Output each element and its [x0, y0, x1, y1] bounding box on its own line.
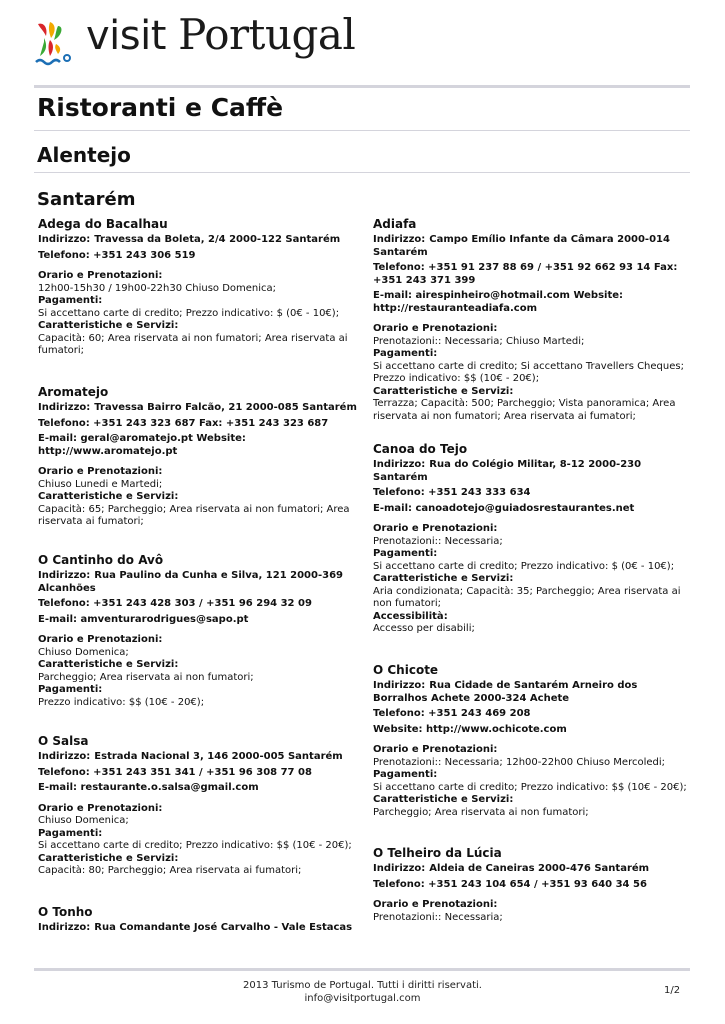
- restaurant-name: Aromatejo: [38, 385, 109, 399]
- logo-visit-text: visit: [86, 13, 166, 59]
- section-value: Si accettano carte di credito; Prezzo indicativo: $$ (10€ - 20€);: [373, 781, 687, 793]
- spacer: [38, 458, 358, 466]
- section-label: Pagamenti:: [373, 548, 438, 559]
- section-label-text: Orario e Prenotazioni: [373, 744, 494, 755]
- section-label: Pagamenti:: [38, 295, 103, 306]
- section-label: Orario e Prenotazioni:: [373, 744, 498, 755]
- restaurant-name: O Chicote: [373, 663, 439, 677]
- section-label-text: Caratteristiche e Servizi: [373, 385, 510, 397]
- section-label: Pagamenti:: [373, 348, 438, 359]
- address-value: Travessa da Boleta, 2/4 2000-122 Santarém: [94, 234, 341, 245]
- section-label-text: Caratteristiche e Servizi: [38, 320, 175, 331]
- section-value: Si accettano carte di credito; Prezzo indicativo: $ (0€ - 10€);: [38, 307, 340, 319]
- section-value: Chiuso Lunedi e Martedi;: [38, 478, 163, 490]
- section-label-text: Caratteristiche e Servizi: [373, 573, 510, 584]
- address-label: Indirizzo:: [38, 570, 91, 581]
- section-label: Accessibilità:: [373, 610, 448, 622]
- contact-line: E-mail: canoadotejo@guiadosrestaurantes.net: [373, 502, 635, 514]
- address-label: Indirizzo:: [373, 234, 426, 245]
- contact-line: Telefono: +351 243 306 519: [38, 249, 196, 261]
- restaurant-entry: [38, 905, 358, 935]
- restaurant-entry: [373, 442, 693, 636]
- section-label: Caratteristiche e Servizi:: [38, 659, 179, 670]
- address-value: Rua Comandante José Carvalho - Vale Estacas: [94, 922, 353, 933]
- footer-email: info@visitportugal.com: [304, 993, 421, 1004]
- restaurant-name: Canoa do Tejo: [373, 442, 468, 456]
- section-label: Caratteristiche e Servizi:: [373, 794, 514, 805]
- section-value: Prenotazioni:: Necessaria;: [373, 535, 503, 547]
- section-label: Pagamenti:: [373, 769, 438, 780]
- page-number: 1/2: [664, 985, 681, 996]
- footer: [0, 979, 725, 1005]
- restaurant-name: O Tonho: [38, 905, 93, 919]
- section-label-text: Caratteristiche e Servizi: [38, 852, 175, 864]
- section-label-text: Pagamenti: [373, 769, 434, 780]
- section-value: Capacità: 65; Parcheggio; Area riservata ai non fumatori; Area riservata ai fumatori;: [38, 503, 350, 527]
- contact-line: E-mail: restaurante.o.salsa@gmail.com: [38, 782, 259, 793]
- address-value: Rua Cidade de Santarém Arneiro dos Borralhos Achete 2000-324 Achete: [373, 680, 638, 704]
- contact-line: Telefono: +351 243 104 654 / +351 93 640 34 56: [373, 878, 647, 890]
- address-label: Indirizzo:: [38, 751, 91, 762]
- address-label: Indirizzo:: [38, 234, 91, 245]
- address-value: Campo Emílio Infante da Câmara 2000-014 Santarém: [373, 234, 670, 258]
- address-value: Rua Paulino da Cunha e Silva, 121 2000-369 Alcanhões: [38, 570, 343, 594]
- section-label-text: Orario e Prenotazioni: [38, 634, 159, 645]
- section-label: Orario e Prenotazioni:: [373, 323, 498, 334]
- visitportugal-logo: [34, 10, 356, 74]
- section-label-text: Orario e Prenotazioni: [373, 523, 494, 534]
- restaurant-entry: [38, 734, 358, 878]
- section-value: Si accettano carte di credito; Si accettano Travellers Cheques; Prezzo indicativo: $$ (10€ - 20€);: [373, 360, 684, 384]
- section-label-text: Caratteristiche e Servizi: [38, 659, 175, 670]
- section-value: Prenotazioni:: Necessaria; 12h00-22h00 Chiuso Mercoledi;: [373, 756, 665, 768]
- section-label-text: Caratteristiche e Servizi: [38, 491, 175, 502]
- restaurant-entry: [38, 217, 358, 358]
- section-value: Chiuso Domenica;: [38, 646, 129, 658]
- header-rule: [34, 85, 690, 88]
- section-label: Orario e Prenotazioni:: [38, 634, 163, 645]
- restaurant-entry: [38, 385, 358, 529]
- section-label-text: Orario e Prenotazioni: [38, 270, 159, 281]
- section-label-text: Pagamenti: [38, 295, 99, 306]
- spacer: [373, 315, 693, 323]
- contact-line: E-mail: geral@aromatejo.pt Website: http://www.aromatejo.pt: [38, 433, 246, 457]
- section-label-text: Pagamenti: [38, 827, 99, 839]
- address-line: [38, 402, 358, 415]
- contact-line: Telefono: +351 243 469 208: [373, 708, 531, 719]
- address-label: Indirizzo:: [373, 680, 426, 691]
- restaurant-name: Adiafa: [373, 217, 417, 231]
- spacer: [38, 795, 358, 803]
- contact-line: Website: http://www.ochicote.com: [373, 723, 567, 735]
- section-value: Chiuso Domenica;: [38, 815, 129, 826]
- section-label-text: Orario e Prenotazioni: [373, 899, 494, 910]
- region-heading: Alentejo: [37, 143, 131, 167]
- address-label: Indirizzo:: [38, 402, 91, 413]
- logo-portugal-text: Portugal: [178, 10, 356, 59]
- section-label: Caratteristiche e Servizi:: [38, 491, 179, 502]
- contact-line: Telefono: +351 243 351 341 / +351 96 308 77 08: [38, 766, 312, 778]
- title-rule: [34, 130, 690, 131]
- restaurant-entry: [38, 553, 358, 709]
- address-line: [373, 863, 693, 876]
- address-value: Estrada Nacional 3, 146 2000-005 Santarém: [94, 751, 343, 762]
- section-label: Orario e Prenotazioni:: [38, 466, 163, 477]
- section-value: Accesso per disabili;: [373, 623, 475, 634]
- section-label: Orario e Prenotazioni:: [38, 802, 163, 814]
- city-heading: Santarém: [37, 189, 136, 210]
- section-label-text: Pagamenti: [373, 348, 434, 359]
- section-label-text: Accessibilità: [373, 610, 444, 622]
- section-label: Orario e Prenotazioni:: [373, 523, 498, 534]
- contact-line: E-mail: airespinheiro@hotmail.com Website: http://restauranteadiafa.com: [373, 290, 624, 314]
- address-label: Indirizzo:: [373, 863, 426, 874]
- logo-wordmark: [86, 10, 355, 59]
- section-label: Pagamenti:: [38, 684, 103, 695]
- contact-line: Telefono: +351 91 237 88 69 / +351 92 662 93 14 Fax: +351 243 371 399: [373, 262, 678, 286]
- section-value: Prenotazioni:: Necessaria;: [373, 911, 503, 923]
- section-label-text: Caratteristiche e Servizi: [373, 794, 510, 805]
- restaurant-name: O Salsa: [38, 734, 89, 748]
- section-label-text: Orario e Prenotazioni: [38, 466, 159, 477]
- section-label-text: Orario e Prenotazioni: [373, 323, 494, 334]
- contact-line: Telefono: +351 243 428 303 / +351 96 294 32 09: [38, 598, 312, 609]
- section-value: Aria condizionata; Capacità: 35; Parcheggio; Area riservata ai non fumatori;: [373, 585, 681, 609]
- section-label: Caratteristiche e Servizi:: [38, 320, 179, 331]
- address-value: Travessa Bairro Falcão, 21 2000-085 Santarém: [94, 402, 357, 413]
- section-label: Caratteristiche e Servizi:: [38, 852, 179, 864]
- address-value: Rua do Colégio Militar, 8-12 2000-230 Santarém: [373, 459, 642, 483]
- restaurant-name: O Cantinho do Avô: [38, 553, 164, 567]
- section-label-text: Orario e Prenotazioni: [38, 802, 159, 814]
- section-value: Capacità: 60; Area riservata ai non fumatori; Area riservata ai fumatori;: [38, 332, 348, 356]
- restaurant-entry: [373, 663, 693, 819]
- section-label: Orario e Prenotazioni:: [38, 270, 163, 281]
- section-value: Capacità: 80; Parcheggio; Area riservata ai fumatori;: [38, 865, 302, 876]
- address-value: Aldeia de Caneiras 2000-476 Santarém: [429, 863, 650, 874]
- section-value: Si accettano carte di credito; Prezzo indicativo: $ (0€ - 10€);: [373, 560, 675, 572]
- section-value: Prezzo indicativo: $$ (10€ - 20€);: [38, 696, 205, 708]
- address-line: [373, 234, 693, 259]
- section-value: Parcheggio; Area riservata ai non fumatori;: [373, 806, 589, 818]
- region-rule: [34, 172, 690, 173]
- restaurant-name: Adega do Bacalhau: [38, 217, 168, 231]
- spacer: [373, 891, 693, 899]
- portugal-logo-icon: [34, 18, 84, 68]
- spacer: [38, 262, 358, 270]
- page-title: Ristoranti e Caffè: [37, 93, 284, 122]
- address-line: [38, 570, 358, 595]
- restaurant-entry: [373, 846, 693, 924]
- contact-line: Telefono: +351 243 323 687 Fax: +351 243 323 687: [38, 417, 329, 429]
- section-label-text: Pagamenti: [38, 684, 99, 695]
- restaurant-name: O Telheiro da Lúcia: [373, 846, 502, 860]
- footer-rule: [34, 968, 690, 971]
- spacer: [373, 736, 693, 744]
- address-label: Indirizzo:: [373, 459, 426, 470]
- address-line: [38, 751, 358, 764]
- section-value: Parcheggio; Area riservata ai non fumatori;: [38, 671, 254, 683]
- contact-line: Telefono: +351 243 333 634: [373, 487, 531, 498]
- address-line: [38, 922, 358, 935]
- spacer: [373, 515, 693, 523]
- section-value: Si accettano carte di credito; Prezzo indicativo: $$ (10€ - 20€);: [38, 840, 352, 851]
- address-line: [373, 459, 693, 484]
- section-label-text: Pagamenti: [373, 548, 434, 559]
- section-label: Caratteristiche e Servizi:: [373, 573, 514, 584]
- spacer: [38, 626, 358, 634]
- contact-line: E-mail: amventurarodrigues@sapo.pt: [38, 613, 249, 625]
- section-value: Terrazza; Capacità: 500; Parcheggio; Vista panoramica; Area riservata ai non fumatori; Area riservata ai fumatori;: [373, 398, 676, 422]
- address-line: [373, 680, 693, 705]
- section-value: 12h00-15h30 / 19h00-22h30 Chiuso Domenica;: [38, 282, 277, 294]
- address-line: [38, 234, 358, 247]
- section-label: Orario e Prenotazioni:: [373, 899, 498, 910]
- section-label: Caratteristiche e Servizi:: [373, 385, 514, 397]
- footer-copyright: 2013 Turismo de Portugal. Tutti i diritti riservati.: [243, 980, 482, 991]
- restaurant-entry: [373, 217, 693, 423]
- section-label: Pagamenti:: [38, 827, 103, 839]
- address-label: Indirizzo:: [38, 922, 91, 933]
- section-value: Prenotazioni:: Necessaria; Chiuso Martedi;: [373, 335, 585, 347]
